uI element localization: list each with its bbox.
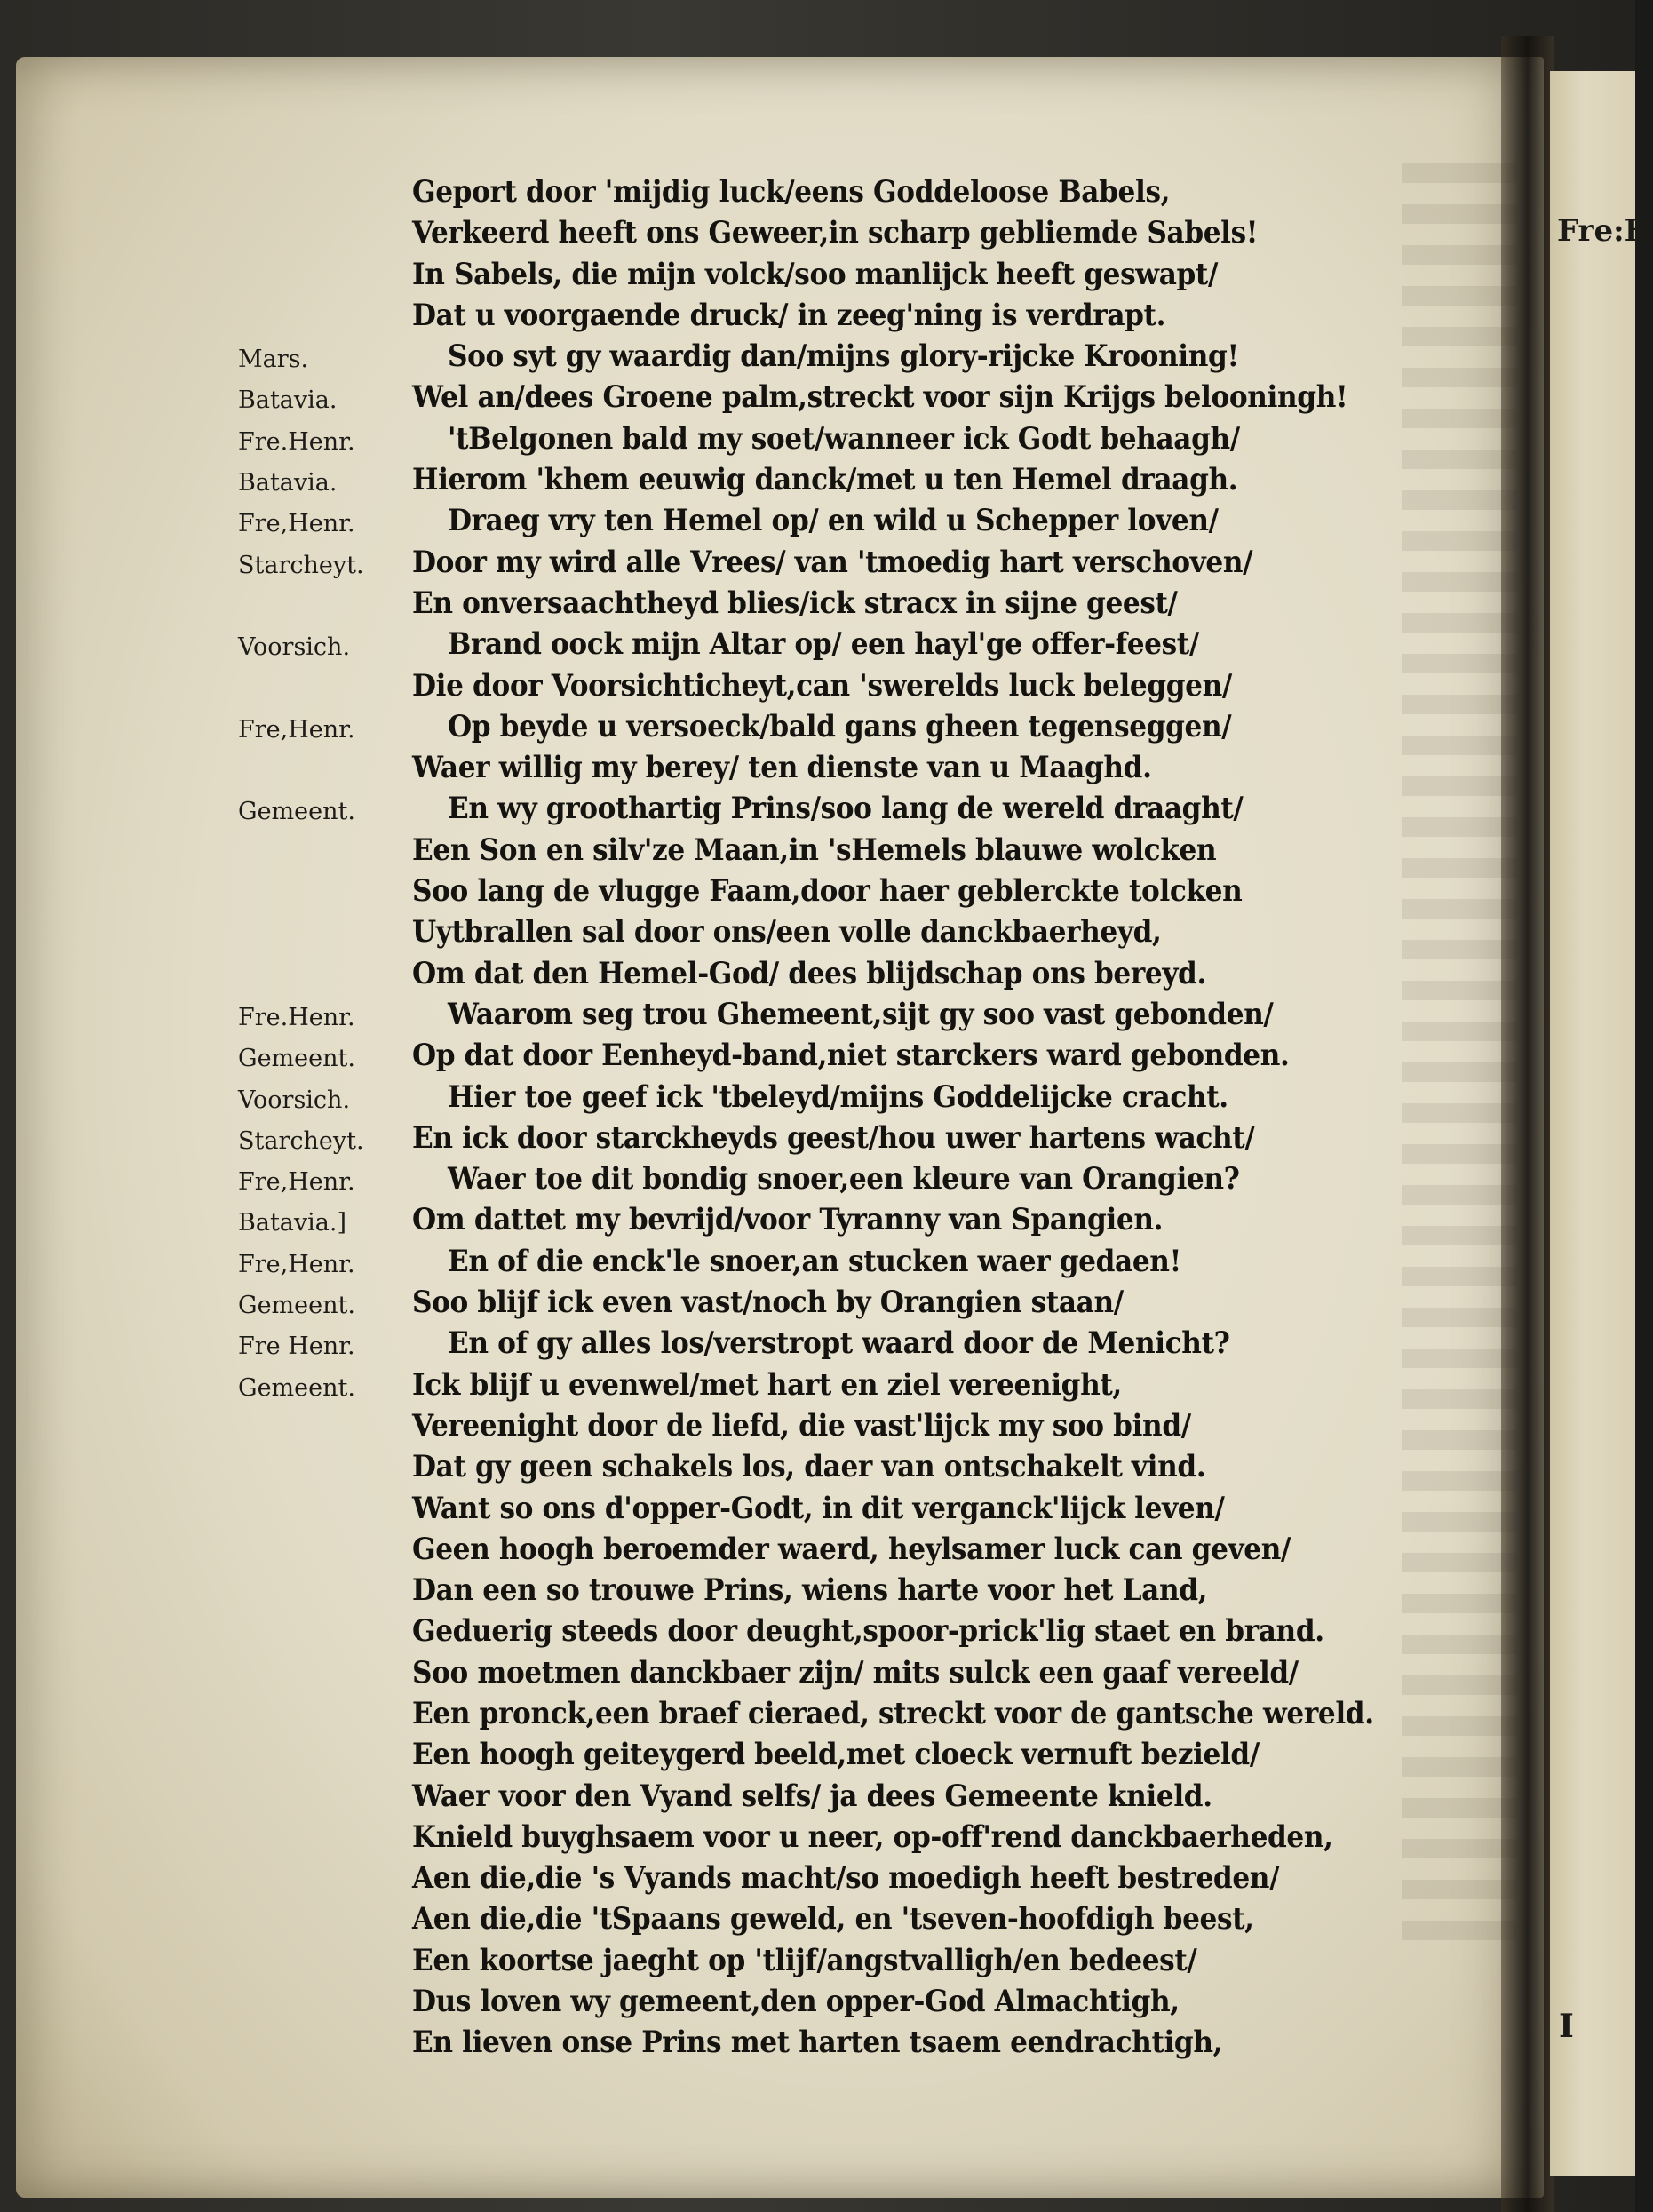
verse-row (238, 1819, 1482, 1860)
verse-row (238, 298, 1482, 338)
verse-row (238, 1367, 1482, 1408)
verse-row (238, 1778, 1482, 1819)
verse-row (238, 1079, 1482, 1120)
verse-line: Hierom 'khem eeuwig danck/met u ten Hemel draagh. (412, 462, 1238, 497)
speaker-label: Fre,Henr. (238, 1168, 355, 1197)
verse-row (238, 1737, 1482, 1778)
verse-row (238, 257, 1482, 298)
verse-row (238, 914, 1482, 955)
verse-line: Die door Voorsichticheyt,can 'swerelds luck beleggen/ (412, 667, 1232, 703)
verse-row (238, 1325, 1482, 1366)
verse-line: Een pronck,een braef cieraed, streckt voor de gantsche wereld. (412, 1695, 1374, 1731)
speaker-label: Gemeent. (238, 1292, 355, 1320)
verse-row (238, 873, 1482, 914)
verse-row (238, 709, 1482, 750)
verse-line: En of gy alles los/verstropt waard door de Menicht? (448, 1325, 1230, 1361)
speaker-label: Gemeent. (238, 1373, 355, 1402)
verse-line: Aen die,die 'tSpaans geweld, en 'tseven-hoofdigh beest, (412, 1901, 1254, 1937)
verse-row (238, 2025, 1482, 2065)
verse-row (238, 1202, 1482, 1243)
verse-line: Uytbrallen sal door ons/een volle danckbaerheyd, (412, 914, 1162, 950)
speaker-label: Starcheyt. (238, 1126, 364, 1155)
verse-line: Waer voor den Vyand selfs/ ja dees Gemeente knield. (412, 1778, 1212, 1813)
verse-row (238, 1572, 1482, 1613)
verse-line: Dat gy geen schakels los, daer van ontschakelt vind. (412, 1449, 1206, 1484)
verse-line: Verkeerd heeft ons Geweer,in scharp gebliemde Sabels! (412, 215, 1259, 251)
verse-line: In Sabels, die mijn volck/soo manlijck heeft geswapt/ (412, 256, 1218, 291)
verse-row (238, 1901, 1482, 1942)
dialogue-text (238, 174, 1482, 2066)
verse-line: Dat u voorgaende druck/ in zeeg'ning is verdrapt. (412, 297, 1166, 332)
verse-row (238, 215, 1482, 256)
speaker-label: Fre,Henr. (238, 715, 355, 744)
verse-row (238, 1943, 1482, 1984)
verse-line: Ick blijf u evenwel/met hart en ziel vereenight, (412, 1366, 1122, 1402)
verse-line: 'tBelgonen bald my soet/wanneer ick Godt behaagh/ (448, 420, 1240, 456)
verse-row (238, 1408, 1482, 1449)
speaker-label: Batavia.] (238, 1209, 346, 1237)
speaker-label: Gemeent. (238, 798, 355, 826)
verse-row (238, 1491, 1482, 1532)
verse-line: Soo moetmen danckbaer zijn/ mits sulck een gaaf vereeld/ (412, 1654, 1299, 1690)
book-gutter (1501, 36, 1554, 2212)
verse-row (238, 421, 1482, 462)
verse-row (238, 832, 1482, 873)
speaker-label: Voorsich. (238, 633, 351, 662)
verse-row (238, 1161, 1482, 1202)
speaker-label: Fre Henr. (238, 1333, 355, 1361)
verse-line: Om dat den Hemel-God/ dees blijdschap ons bereyd. (412, 955, 1206, 991)
verse-line: Waer willig my berey/ ten dienste van u Maaghd. (412, 750, 1152, 785)
verse-row (238, 750, 1482, 791)
verse-line: Wel an/dees Groene palm,streckt voor sijn Krijgs belooningh! (412, 379, 1348, 415)
speaker-label: Fre.Henr. (238, 427, 355, 456)
verse-row (238, 1860, 1482, 1901)
verse-line: Vereenight door de liefd, die vast'lijck my soo bind/ (412, 1407, 1191, 1443)
verse-line: Want so ons d'opper-Godt, in dit verganck'lijck leven/ (412, 1490, 1225, 1525)
verse-row (238, 997, 1482, 1038)
verse-row (238, 626, 1482, 667)
verse-row (238, 956, 1482, 997)
speaker-label: Mars. (238, 346, 309, 374)
verse-row (238, 503, 1482, 544)
verse-row (238, 791, 1482, 831)
verse-row (238, 338, 1482, 379)
verse-line: Knield buyghsaem voor u neer, op-off'rend danckbaerheden, (412, 1818, 1333, 1854)
verse-line: Geport door 'mijdig luck/eens Goddeloose Babels, (412, 174, 1171, 209)
verse-line: Dus loven wy gemeent,den opper-God Almachtigh, (412, 1984, 1180, 2019)
speaker-label: Fre.Henr. (238, 1003, 355, 1031)
verse-line: Op beyde u versoeck/bald gans gheen tegenseggen/ (448, 708, 1232, 744)
verse-line: Een Son en silv'ze Maan,in 'sHemels blauwe wolcken (412, 831, 1217, 867)
verse-line: Door my wird alle Vrees/ van 'tmoedig hart verschoven/ (412, 544, 1253, 579)
verse-line: Waarom seg trou Ghemeent,sijt gy soo vast gebonden/ (448, 996, 1274, 1031)
verse-line: En lieven onse Prins met harten tsaem eendrachtigh, (412, 2025, 1223, 2060)
speaker-label: Starcheyt. (238, 551, 364, 579)
verse-line: En of die enck'le snoer,an stucken waer gedaen! (448, 1243, 1181, 1278)
verse-row (238, 462, 1482, 503)
verse-line: En onversaachtheyd blies/ick stracx in sijne geest/ (412, 585, 1178, 620)
speaker-label: Gemeent. (238, 1045, 355, 1073)
verse-row (238, 1696, 1482, 1737)
verse-row (238, 1984, 1482, 2025)
verse-line: Soo syt gy waardig dan/mijns glory-rijcke Krooning! (448, 338, 1239, 374)
verse-line: En wy groothartig Prins/soo lang de wereld draaght/ (448, 791, 1244, 826)
verse-line: Draeg vry ten Hemel op/ en wild u Schepper loven/ (448, 503, 1219, 538)
speaker-label: Voorsich. (238, 1086, 351, 1114)
verse-line: En ick door starckheyds geest/hou uwer hartens wacht/ (412, 1119, 1255, 1155)
facing-page-fragment-top: Fre:H (1557, 213, 1653, 249)
verse-line: Brand oock mijn Altar op/ een hayl'ge offer-feest/ (448, 626, 1199, 662)
speaker-label: Fre,Henr. (238, 510, 355, 538)
verse-row (238, 1285, 1482, 1325)
verse-row (238, 1244, 1482, 1285)
verse-line: Geduerig steeds door deught,spoor-prick'lig staet en brand. (412, 1613, 1324, 1649)
speaker-label: Batavia. (238, 469, 338, 497)
verse-line: Om dattet my bevrijd/voor Tyranny van Spangien. (412, 1202, 1164, 1237)
verse-line: Op dat door Eenheyd-band,niet starckers ward gebonden. (412, 1038, 1290, 1073)
verse-line: Aen die,die 's Vyands macht/so moedigh heeft bestreden/ (412, 1860, 1280, 1896)
verse-row (238, 379, 1482, 420)
verse-line: Soo blijf ick even vast/noch by Orangien staan/ (412, 1285, 1124, 1320)
verse-row (238, 1120, 1482, 1161)
verse-row (238, 545, 1482, 585)
verse-row (238, 585, 1482, 626)
verse-row (238, 1655, 1482, 1696)
verse-row (238, 1613, 1482, 1654)
verse-line: Soo lang de vlugge Faam,door haer geblerckte tolcken (412, 873, 1243, 909)
verse-row (238, 1532, 1482, 1572)
facing-page-edge (1550, 71, 1653, 2176)
verse-row (238, 1449, 1482, 1490)
verse-line: Een hoogh geiteygerd beeld,met cloeck vernuft bezield/ (412, 1737, 1260, 1772)
verse-line: Een koortse jaeght op 'tlijf/angstvalligh/en bedeest/ (412, 1942, 1197, 1977)
speaker-label: Fre,Henr. (238, 1250, 355, 1278)
speaker-label: Batavia. (238, 386, 338, 415)
verse-line: Waer toe dit bondig snoer,een kleure van Orangien? (448, 1161, 1240, 1197)
facing-page-fragment-bottom: I (1559, 2008, 1574, 2045)
verse-line: Dan een so trouwe Prins, wiens harte voor het Land, (412, 1572, 1208, 1608)
verse-line: Geen hoogh beroemder waerd, heylsamer luck can geven/ (412, 1531, 1291, 1566)
verse-row (238, 668, 1482, 709)
verse-line: Hier toe geef ick 'tbeleyd/mijns Goddelijcke cracht. (448, 1078, 1228, 1114)
verse-row (238, 1038, 1482, 1078)
verse-row (238, 174, 1482, 215)
